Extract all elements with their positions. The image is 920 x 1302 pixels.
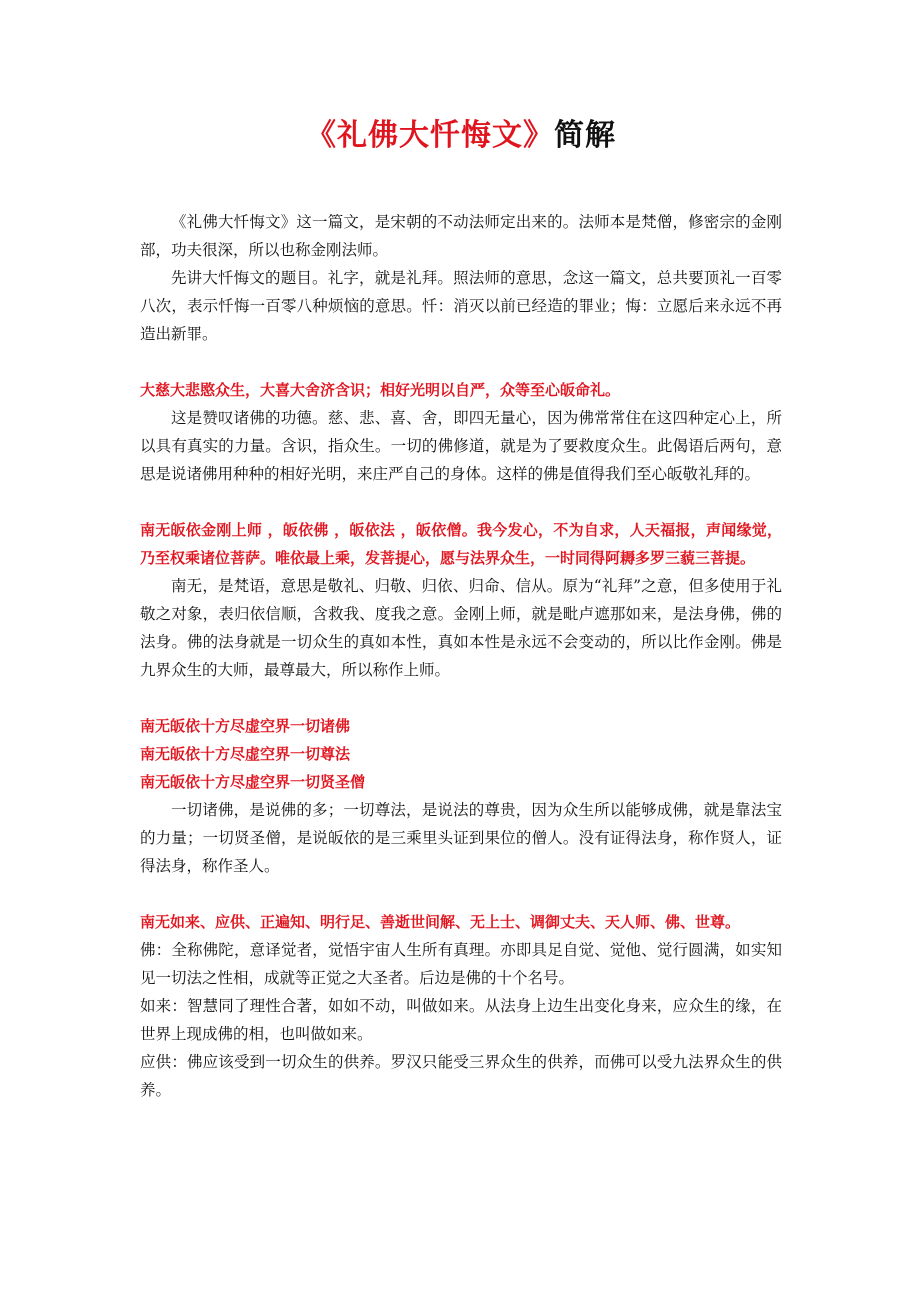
section-gap [140, 348, 782, 376]
verse-heading-4: 南无如来、应供、正遍知、明行足、善逝世间解、无上士、调御丈夫、天人师、佛、世尊。 [140, 913, 741, 931]
section-gap [140, 684, 782, 712]
section2-paragraph: 南无，是梵语，意思是敬礼、归敬、归依、归命、信从。原为“礼拜”之意，但多使用于礼敬之对象，表归依信顺，含救我、度我之意。金刚上师，就是毗卢遮那如来，是法身佛，佛的法身。佛的法身就是一切众生的真如本性，真如本性是永远不会变动的，所以比作金刚。佛是九界众生的大师，最尊最大，所以称作上师。 [140, 577, 782, 679]
section-gap [140, 880, 782, 908]
section1-paragraph: 这是赞叹诸佛的功德。慈、悲、喜、舍，即四无量心，因为佛常常住在这四种定心上，所以具有真实的力量。含识，指众生。一切的佛修道，就是为了要救度众生。此偈语后两句，意思是说诸佛用种种的相好光明，来庄严自己的身体。这样的佛是值得我们至心皈敬礼拜的。 [140, 409, 782, 483]
section4-paragraph-3: 应供：佛应该受到一切众生的供养。罗汉只能受三界众生的供养，而佛可以受九法界众生的供养。 [140, 1053, 782, 1099]
document-body [140, 208, 782, 1104]
verse-heading-3b: 南无皈依十方尽虚空界一切尊法 [140, 745, 351, 763]
section-gap [140, 488, 782, 516]
verse-heading-3c: 南无皈依十方尽虚空界一切贤圣僧 [140, 773, 366, 791]
verse-heading-1: 大慈大悲愍众生，大喜大舍济含识；相好光明以自严，众等至心皈命礼。 [140, 381, 621, 399]
intro-paragraph-2: 先讲大忏悔文的题目。礼字，就是礼拜。照法师的意思，念这一篇文，总共要顶礼一百零八次，表示忏悔一百零八种烦恼的意思。忏：消灭以前已经造的罪业；悔：立愿后来永远不再造出新罪。 [140, 269, 782, 343]
document-title [140, 112, 782, 160]
verse-heading-2: 南无皈依金刚上师 ，皈依佛 ，皈依法 ，皈依僧。我今发心，不为自求，人天福报，声闻缘觉，乃至权乘诸位菩萨。唯依最上乘，发菩提心，愿与法界众生，一时同得阿耨多罗三藐三菩提。 [140, 521, 782, 567]
title-black-part: 简解 [554, 118, 616, 153]
intro-paragraph-1: 《礼佛大忏悔文》这一篇文，是宋朝的不动法师定出来的。法师本是梵僧，修密宗的金刚部，功夫很深，所以也称金刚法师。 [140, 213, 782, 259]
section4-paragraph-1: 佛：全称佛陀，意译觉者，觉悟宇宙人生所有真理。亦即具足自觉、觉他、觉行圆满，如实知见一切法之性相，成就等正觉之大圣者。后边是佛的十个名号。 [140, 941, 782, 987]
verse-heading-3a: 南无皈依十方尽虚空界一切诸佛 [140, 717, 351, 735]
section3-paragraph: 一切诸佛，是说佛的多；一切尊法，是说法的尊贵，因为众生所以能够成佛，就是靠法宝的力量；一切贤圣僧，是说皈依的是三乘里头证到果位的僧人。没有证得法身，称作贤人，证得法身，称作圣人。 [140, 801, 782, 875]
section4-paragraph-2: 如来：智慧同了理性合著，如如不动，叫做如来。从法身上边生出变化身来，应众生的缘，在世界上现成佛的相，也叫做如来。 [140, 997, 782, 1043]
document-page [140, 112, 782, 1104]
title-red-part: 《礼佛大忏悔文》 [306, 118, 554, 153]
